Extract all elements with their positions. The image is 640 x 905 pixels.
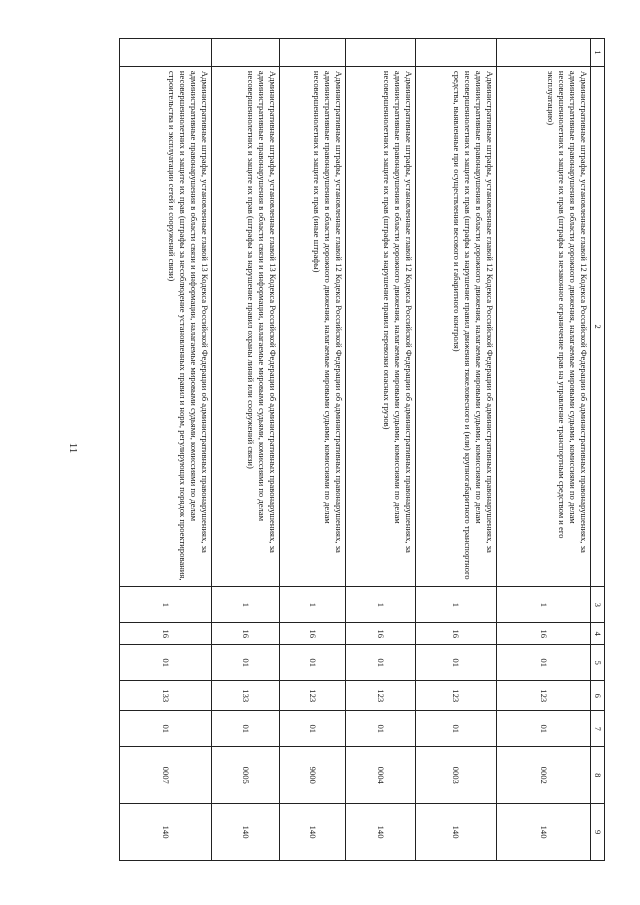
cell-col5: 01 bbox=[346, 645, 416, 681]
cell-col7: 01 bbox=[497, 711, 591, 747]
cell-col9: 140 bbox=[346, 804, 416, 861]
row-empty-cell bbox=[416, 39, 497, 67]
cell-col6: 123 bbox=[280, 681, 346, 711]
cell-col3: 1 bbox=[497, 587, 591, 623]
cell-col8: 0002 bbox=[497, 747, 591, 804]
row-description: Административные штрафы, установленные главой 12 Кодекса Российской Федерации об административных правонарушениях, за административные правонарушения в области дорожного движения, налагаемые мировыми судьями, комиссиями по делам несовершеннолетних и защите их прав (штрафы за нарушение правил движения тяжеловесного и (или) крупногабаритного транспортного средства, выявленные при осуществлении весового и габаритного контроля) bbox=[416, 66, 497, 586]
row-description: Административные штрафы, установленные главой 12 Кодекса Российской Федерации об административных правонарушениях, за административные правонарушения в области дорожного движения, налагаемые мировыми судьями, комиссиями по делам несовершеннолетних и защите их прав (штрафы за незаконное ограничение прав на управление транспортным средством и его эксплуатацию) bbox=[497, 66, 591, 586]
cell-col9: 140 bbox=[280, 804, 346, 861]
fines-table bbox=[119, 38, 605, 861]
table-row bbox=[212, 39, 280, 861]
cell-col7: 01 bbox=[346, 711, 416, 747]
row-empty-cell bbox=[346, 39, 416, 67]
row-empty-cell bbox=[120, 39, 212, 67]
cell-col5: 01 bbox=[416, 645, 497, 681]
cell-col5: 01 bbox=[120, 645, 212, 681]
row-empty-cell bbox=[280, 39, 346, 67]
cell-col8: 0004 bbox=[346, 747, 416, 804]
column-number-6: 6 bbox=[591, 681, 605, 711]
cell-col5: 01 bbox=[280, 645, 346, 681]
cell-col5: 01 bbox=[497, 645, 591, 681]
cell-col3: 1 bbox=[346, 587, 416, 623]
column-number-4: 4 bbox=[591, 623, 605, 645]
row-empty-cell bbox=[212, 39, 280, 67]
row-description: Административные штрафы, установленные главой 13 Кодекса Российской Федерации об административных правонарушениях, за административные правонарушения в области связи и информации, налагаемые мировыми судьями, комиссиями по делам несовершеннолетних и защите их прав (штрафы за несоблюдение установленных правил и норм, регулирующих порядок проектирования, строительства и эксплуатации сетей и сооружений связи) bbox=[120, 66, 212, 586]
cell-col7: 01 bbox=[120, 711, 212, 747]
column-number-5: 5 bbox=[591, 645, 605, 681]
cell-col6: 133 bbox=[120, 681, 212, 711]
row-description: Административные штрафы, установленные главой 12 Кодекса Российской Федерации об административных правонарушениях, за административные правонарушения в области дорожного движения, налагаемые мировыми судьями, комиссиями по делам несовершеннолетних и защите их прав (штрафы за нарушение правил перевозки опасных грузов) bbox=[346, 66, 416, 586]
column-number-1: 1 bbox=[591, 39, 605, 67]
cell-col3: 1 bbox=[280, 587, 346, 623]
table-row bbox=[497, 39, 591, 861]
table-row bbox=[280, 39, 346, 861]
table-row bbox=[416, 39, 497, 861]
cell-col9: 140 bbox=[416, 804, 497, 861]
cell-col9: 140 bbox=[497, 804, 591, 861]
cell-col4: 16 bbox=[346, 623, 416, 645]
column-number-9: 9 bbox=[591, 804, 605, 861]
cell-col5: 01 bbox=[212, 645, 280, 681]
row-description: Административные штрафы, установленные главой 13 Кодекса Российской Федерации об административных правонарушениях, за административные правонарушения в области связи и информации, налагаемые мировыми судьями, комиссиями по делам несовершеннолетних и защите их прав (штрафы за нарушение правил охраны линий или сооружений связи) bbox=[212, 66, 280, 586]
cell-col6: 123 bbox=[497, 681, 591, 711]
cell-col6: 123 bbox=[346, 681, 416, 711]
table-row bbox=[346, 39, 416, 861]
cell-col3: 1 bbox=[120, 587, 212, 623]
column-number-7: 7 bbox=[591, 711, 605, 747]
table-row bbox=[120, 39, 212, 861]
cell-col8: 0007 bbox=[120, 747, 212, 804]
cell-col4: 16 bbox=[120, 623, 212, 645]
cell-col7: 01 bbox=[280, 711, 346, 747]
column-number-2: 2 bbox=[591, 66, 605, 586]
cell-col6: 133 bbox=[212, 681, 280, 711]
cell-col4: 16 bbox=[280, 623, 346, 645]
cell-col3: 1 bbox=[416, 587, 497, 623]
cell-col8: 0005 bbox=[212, 747, 280, 804]
cell-col7: 01 bbox=[212, 711, 280, 747]
column-number-8: 8 bbox=[591, 747, 605, 804]
column-number-row bbox=[591, 39, 605, 861]
cell-col7: 01 bbox=[416, 711, 497, 747]
page-number: 11 bbox=[67, 442, 79, 454]
cell-col8: 0003 bbox=[416, 747, 497, 804]
cell-col8: 9000 bbox=[280, 747, 346, 804]
rotated-table-sheet bbox=[30, 38, 605, 861]
row-description: Административные штрафы, установленные главой 12 Кодекса Российской Федерации об административных правонарушениях, за административные правонарушения в области дорожного движения, налагаемые мировыми судьями, комиссиями по делам несовершеннолетних и защите их прав (иные штрафы) bbox=[280, 66, 346, 586]
cell-col4: 16 bbox=[497, 623, 591, 645]
column-number-3: 3 bbox=[591, 587, 605, 623]
cell-col9: 140 bbox=[212, 804, 280, 861]
cell-col9: 140 bbox=[120, 804, 212, 861]
cell-col6: 123 bbox=[416, 681, 497, 711]
cell-col4: 16 bbox=[416, 623, 497, 645]
cell-col3: 1 bbox=[212, 587, 280, 623]
row-empty-cell bbox=[497, 39, 591, 67]
cell-col4: 16 bbox=[212, 623, 280, 645]
